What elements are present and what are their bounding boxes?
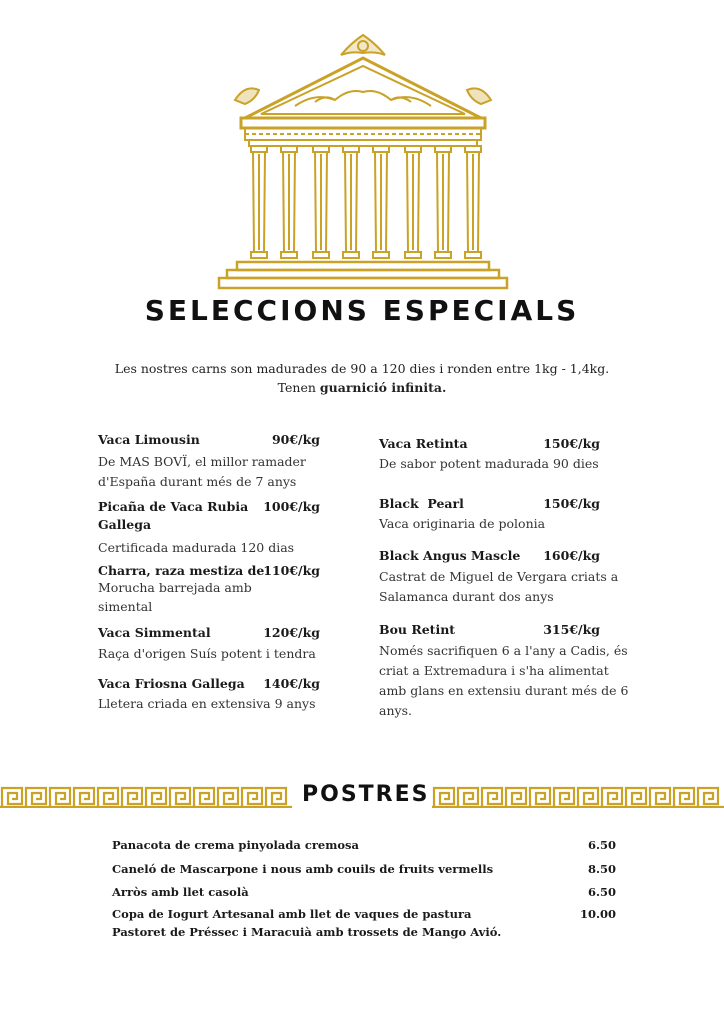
temple-column — [435, 146, 451, 258]
item-price: 150€/kg — [543, 496, 600, 511]
greek-key-segment — [626, 788, 646, 806]
greek-key-border-left — [0, 786, 292, 808]
greek-key-segment — [530, 788, 550, 806]
dessert-price: 6.50 — [587, 885, 616, 899]
greek-key-border-right — [432, 786, 724, 808]
item-desc: amb glans en extensiu durant més de 6 — [379, 683, 629, 698]
item-desc: d'España durant més de 7 anys — [98, 474, 297, 489]
item-desc: criat a Extremadura i s'ha alimentat — [379, 663, 609, 678]
item-name: Gallega — [98, 517, 152, 532]
dessert-name: Arròs amb llet casolà — [112, 885, 249, 899]
greek-key-segment — [602, 788, 622, 806]
greek-key-segment — [26, 788, 46, 806]
item-desc: Castrat de Miguel de Vergara criats a — [379, 569, 619, 584]
greek-key-segment — [458, 788, 478, 806]
item-name: Vaca Simmental — [98, 625, 211, 640]
greek-key-segment — [122, 788, 142, 806]
greek-temple-icon — [215, 30, 511, 292]
item-name: Black Angus Mascle — [379, 548, 521, 563]
greek-key-segment — [50, 788, 70, 806]
greek-key-segment — [194, 788, 214, 806]
temple-column — [405, 146, 421, 258]
item-name: Black Pearl — [379, 496, 464, 511]
dessert-name: Pastoret de Préssec i Maracuià amb trossets de Mango Avió. — [112, 925, 502, 939]
dessert-price: 10.00 — [579, 907, 616, 921]
greek-key-segment — [266, 788, 286, 806]
greek-key-segment — [506, 788, 526, 806]
greek-key-segment — [650, 788, 670, 806]
item-desc: Només sacrifiquen 6 a l'any a Cadis, és — [379, 643, 628, 658]
greek-key-segment — [2, 788, 22, 806]
item-desc: De MAS BOVÏ, el millor ramader — [98, 454, 306, 469]
dessert-price: 6.50 — [587, 838, 616, 852]
greek-key-segment — [170, 788, 190, 806]
desserts-title: POSTRES — [302, 782, 430, 807]
greek-key-segment — [554, 788, 574, 806]
item-name: Vaca Retinta — [379, 436, 468, 451]
temple-column — [313, 146, 329, 258]
item-desc: simental — [98, 599, 153, 614]
item-price: 100€/kg — [263, 499, 320, 514]
item-desc: Raça d'origen Suís potent i tendra — [98, 646, 316, 661]
item-desc: Morucha barrejada amb — [98, 580, 252, 595]
intro-line-1: Les nostres carns son madurades de 90 a 120 dies i ronden entre 1kg - 1,4kg. — [114, 361, 610, 376]
intro-text: Tenen — [277, 380, 320, 395]
section-title: SELECCIONS ESPECIALS — [144, 294, 580, 327]
temple-column — [251, 146, 267, 258]
item-price: 160€/kg — [543, 548, 600, 563]
item-price: 110€/kg — [263, 563, 320, 578]
item-price: 120€/kg — [263, 625, 320, 640]
item-name: Vaca Limousin — [98, 432, 200, 447]
item-price: 90€/kg — [271, 432, 320, 447]
item-price: 140€/kg — [263, 676, 320, 691]
temple-column — [465, 146, 481, 258]
item-desc: Lletera criada en extensiva 9 anys — [98, 696, 316, 711]
item-name: Vaca Friosna Gallega — [98, 676, 245, 691]
dessert-name: Panacota de crema pinyolada cremosa — [112, 838, 359, 852]
item-price: 315€/kg — [543, 622, 600, 637]
item-desc: Vaca originaria de polonia — [379, 516, 546, 531]
greek-key-segment — [578, 788, 598, 806]
dessert-price: 8.50 — [587, 862, 616, 876]
item-name: Charra, raza mestiza de — [98, 563, 265, 578]
item-price: 150€/kg — [543, 436, 600, 451]
greek-key-segment — [674, 788, 694, 806]
item-desc: Salamanca durant dos anys — [379, 589, 554, 604]
dessert-name: Copa de Iogurt Artesanal amb llet de vaques de pastura — [112, 907, 472, 921]
greek-key-segment — [74, 788, 94, 806]
greek-key-segment — [98, 788, 118, 806]
greek-key-segment — [434, 788, 454, 806]
temple-column — [373, 146, 389, 258]
greek-key-segment — [482, 788, 502, 806]
intro-line-2 — [0, 379, 724, 397]
greek-key-segment — [698, 788, 718, 806]
greek-key-segment — [146, 788, 166, 806]
temple-column — [281, 146, 297, 258]
intro-highlight: guarnició infinita. — [319, 380, 447, 395]
item-name: Bou Retint — [379, 622, 456, 637]
temple-column — [343, 146, 359, 258]
item-desc: Certificada madurada 120 dias — [98, 540, 295, 555]
item-desc: De sabor potent madurada 90 dies — [379, 456, 599, 471]
greek-key-segment — [218, 788, 238, 806]
greek-key-segment — [242, 788, 262, 806]
dessert-name: Caneló de Mascarpone i nous amb couils de fruits vermells — [112, 862, 494, 876]
item-name: Picaña de Vaca Rubia — [98, 499, 249, 514]
item-desc: anys. — [379, 703, 412, 718]
